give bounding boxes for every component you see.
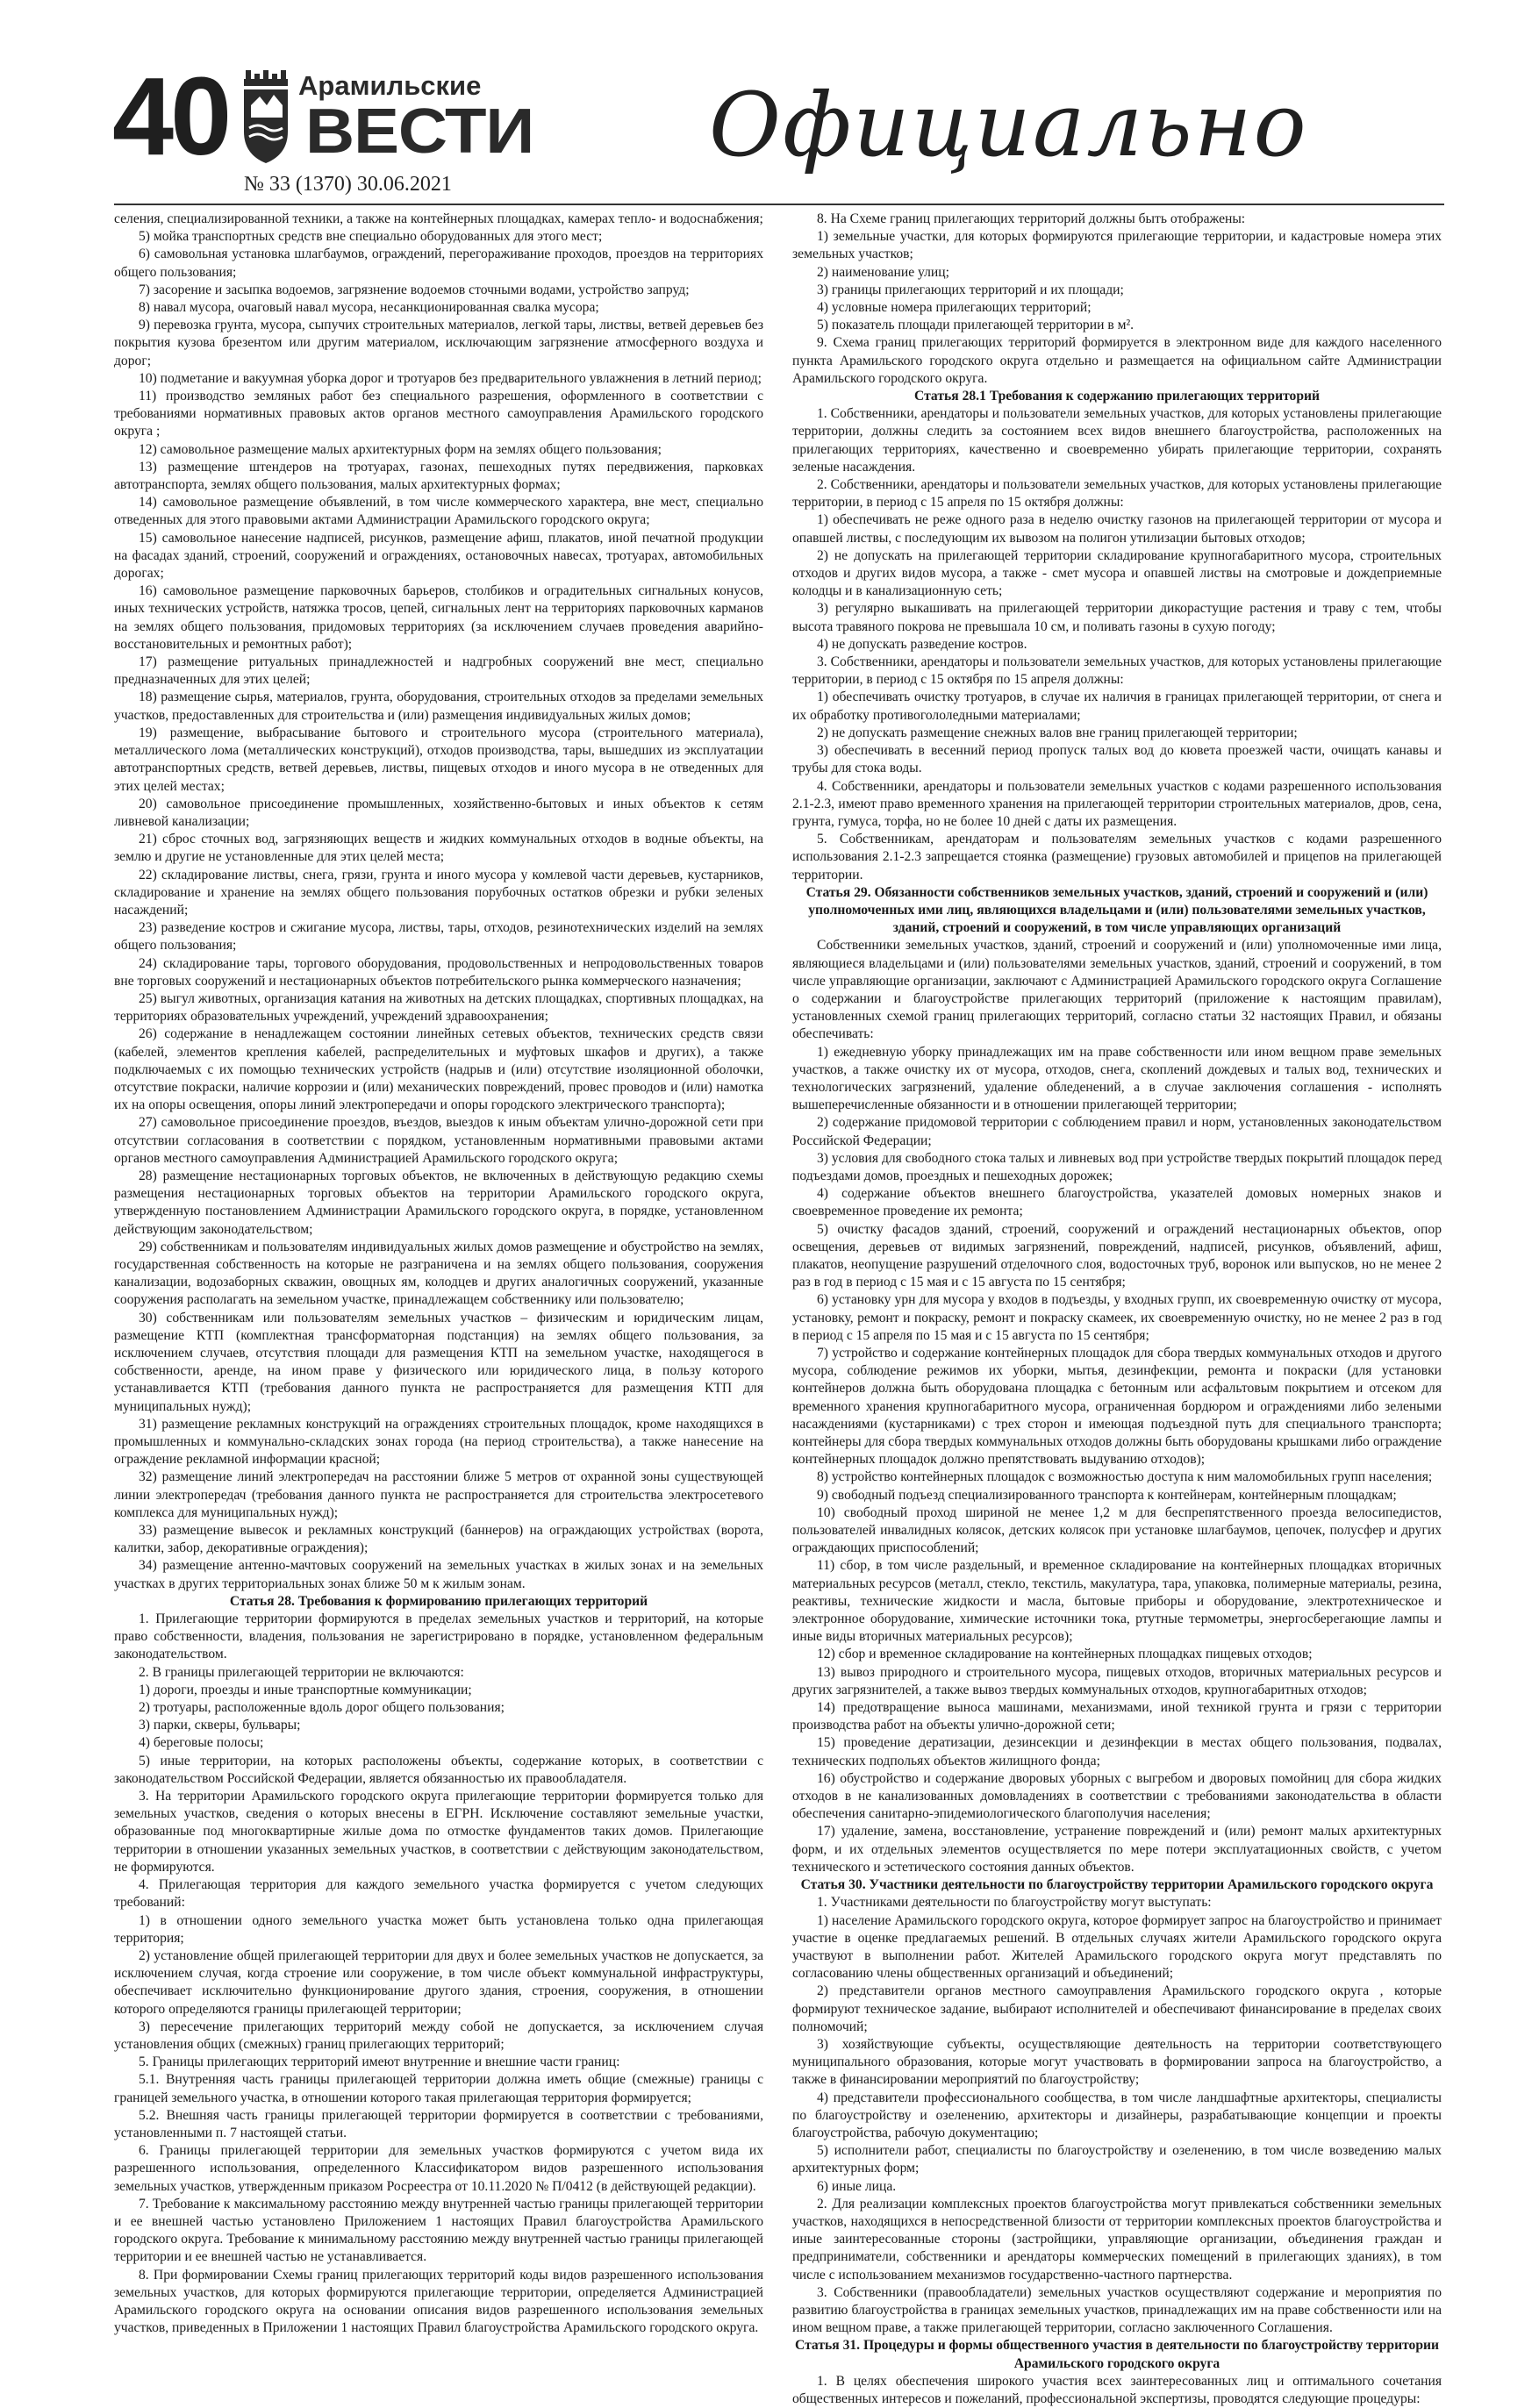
paragraph: 9. Схема границ прилегающих территорий формируется в электронном виде для каждого населенного пункта Арамильского городского округа отдельно и размещается на официальном сайте Администрации Арамильского городского округа. <box>792 335 1442 386</box>
paragraph: 6) самовольная установка шлагбаумов, ограждений, перегораживание проходов, проездов на территориях общего пользования; <box>114 247 763 280</box>
article-heading: Статья 29. Обязанности собственников земельных участков, зданий, строений и сооружений и (или) уполномоченных ими лиц, являющихся владельцами и (или) пользователями земельных участков, зданий, строений и сооружений, в том числе управляющих организаций <box>805 884 1428 936</box>
paragraph: 5) исполнители работ, специалисты по благоустройству и озеленению, в том числе возведению малых архитектурных форм; <box>792 2143 1442 2176</box>
paragraph: 1. Собственники, арендаторы и пользователи земельных участков, для которых установлены прилегающие территории, должны следить за состоянием всех видов внешнего благоустройства, расположенных на прилегающих территориях, качественно и своевременно убирать прилегающие территории, сохранять зеленые насаждения. <box>792 406 1442 475</box>
paragraph: 8) устройство контейнерных площадок с возможностью доступа к ним маломобильных групп населения; <box>817 1469 1433 1485</box>
paragraph: 31) размещение рекламных конструкций на ограждениях строительных площадок, кроме находящихся в промышленных и коммунально-складских зонах города (на период строительства), а также нанесение на ограждение рекламной информации красной; <box>114 1416 763 1468</box>
paragraph: 3. На территории Арамильского городского округа прилегающие территории формируется только для земельных участков, сведения о которых внесены в ЕГРН. Исключение составляют земельные участки, образованные под многоквартирные жилые дома по отмостке фундаментов таких домов. Прилегающие территории в отношении указанных земельных участков, в соответствии с действующим законодательством, не формируются. <box>114 1789 763 1875</box>
paragraph: 25) выгул животных, организация катания на животных на детских площадках, спортивных площадках, на территориях образовательных учреждений, учреждений здравоохранения; <box>114 990 763 1025</box>
paragraph: 5) показатель площади прилегающей территории в м². <box>817 318 1135 333</box>
page-number: 40 <box>112 54 229 178</box>
paragraph: 7) устройство и содержание контейнерных площадок для сбора твердых коммунальных отходов и другого мусора, соблюдение режимов их уборки, мытья, дезинфекции, ремонта и покраски (для установки контейнеров должна быть оборудована площадка с бетонным или асфальтовым покрытием и отсеком для временного хранения крупногабаритного мусора, ограниченная бордюром и ограждениями либо зелеными насаждениями (кустарниками) с трех сторон и имеющая подъездной путь для специального транспорта; контейнеры для сбора твердых коммунальных отходов должны быть оборудованы крышками либо ограждение контейнерных площадок должно препятствовать выдуванию отходов); <box>792 1346 1442 1468</box>
paragraph: 34) размещение антенно-мачтовых сооружений на земельных участках в жилых зонах и на земельных участках в других территориальных зонах ближе 50 м к жилым зонам. <box>114 1558 763 1591</box>
paragraph: 11) производство земляных работ без специального разрешения, оформленного в соответствии с требованиями нормативных правовых актов органов местного самоуправления Арамильского городского округа ; <box>114 389 763 439</box>
paragraph: 4) не допускать разведение костров. <box>817 636 1027 652</box>
paragraph: 17) удаление, замена, восстановление, устранение повреждений и (или) ремонт малых архитектурных форм, и их отдельных элементов осуществляется по мере потери эксплуатационных свойств, с учетом технического и эстетического состояния данных объектов. <box>792 1824 1442 1875</box>
paragraph: 3. Собственники (правообладатели) земельных участков осуществляют содержание и мероприятия по развитию благоустройства в границах земельных участков, принадлежащих им на праве собственности или на ином вещном праве, а также прилегающей территории, согласно заключенного Соглашения. <box>792 2284 1442 2336</box>
paragraph: 1) ежедневную уборку принадлежащих им на праве собственности или ином вещном праве земельных участков, а также очистку их от мусора, отходов, снега, скоплений дождевых и талых вод, технических и технологических загрязнений, удаление обледенений, а в случае заключения соглашения - исполнять вышеперечисленные обязанности и в отношении прилегающей территории; <box>792 1044 1442 1113</box>
paragraph: 18) размещение сырья, материалов, грунта, оборудования, строительных отходов за пределами земельных участков, предоставленных для строительства и (или) размещения индивидуальных жилых домов; <box>114 690 763 723</box>
paragraph: 3) обеспечивать в весенний период пропуск талых вод до кювета проезжей части, очищать канавы и трубы для стока воды. <box>792 743 1442 776</box>
paragraph: 12) сбор и временное складирование на контейнерных площадках пищевых отходов; <box>817 1647 1313 1662</box>
paragraph: 9) перевозка грунта, мусора, сыпучих строительных материалов, легкой тары, листвы, ветвей деревьев без покрытия кузова брезентом или другим материалом, исключающим загрязнение атмосферного воздуха и дорог; <box>114 318 763 368</box>
paragraph: 23) разведение костров и сжигание мусора, листвы, тары, отходов, резинотехнических изделий на землях общего пользования; <box>114 920 763 954</box>
paragraph: 5.2. Внешняя часть границы прилегающей территории формируется в соответствии с требованиями, установленными п. 7 настоящей статьи. <box>114 2107 763 2140</box>
paragraph: 8. При формировании Схемы границ прилегающих территорий коды видов разрешенного использования земельных участков, для которых формируются прилегающие территории, определяется Администрацией Арамильского городского округа на основании описания видов разрешенного использования земельных участков, приведенных в Приложении 1 настоящих Правил благоустройства Арамильского городского округа. <box>114 2267 763 2336</box>
paragraph: 1) обеспечивать не реже одного раза в неделю очистку газонов на прилегающей территории от мусора и опавшей листвы, с последующим их вывозом на полигон утилизации бытовых отходов; <box>792 512 1442 546</box>
paragraph: селения, специализированной техники, а также на контейнерных площадках, камерах тепло- и водоснабжения; <box>114 211 763 226</box>
brand-name-small: Арамильские <box>298 70 482 101</box>
newspaper-logo <box>242 70 558 177</box>
paragraph: 10) подметание и вакуумная уборка дорог и тротуаров без предварительного увлажнения в летний период; <box>139 370 762 386</box>
paragraph: 22) складирование листвы, снега, грязи, грунта и иного мусора у комлевой части деревьев, кустарников, складирование и хранение на землях общего пользования порубочных остатков обрезки и рубки зеленых насаждений; <box>114 867 763 918</box>
paragraph: 4) представители профессионального сообщества, в том числе ландшафтные архитекторы, специалисты по благоустройству и озеленению, архитекторы и дизайнеры, разрабатывающие концепции и проекты благоустройства, рабочую документацию; <box>792 2090 1442 2140</box>
paragraph: 33) размещение вывесок и рекламных конструкций (баннеров) на ограждающих устройствах (ворота, калитки, забор, декоративные ограждения); <box>114 1523 763 1556</box>
paragraph: 2. Для реализации комплексных проектов благоустройства могут привлекаться собственники земельных участков, находящихся в непосредственной близости от территории комплексных проектов благоустройства и иные заинтересованные стороны (застройщики, управляющие организации, объединения граждан и предприниматели, собственники и арендаторы коммерческих помещений в прилегающих зданиях), в том числе с использованием механизмов государственно-частного партнерства. <box>792 2196 1442 2283</box>
paragraph: 16) обустройство и содержание дворовых уборных с выгребом и дворовых помойниц для сбора жидких отходов в не канализованных домовладениях в соответствии с требованиями законодательства в области обеспечения санитарно-эпидемиологического благополучия населения; <box>792 1770 1442 1822</box>
paragraph: 3) пересечение прилегающих территорий между собой не допускается, за исключением случая установления общих (смежных) границ прилегающих территорий; <box>114 2019 763 2052</box>
paragraph: 10) свободный проход шириной не менее 1,2 м для беспрепятственного проезда велосипедистов, пользователей инвалидных колясок, детских колясок при установке шлагбаумов, цепочек, полусфер и других ограждающих приспособлений; <box>792 1504 1442 1556</box>
paragraph: 27) самовольное присоединение проездов, въездов, выездов к иным объектам улично-дорожной сети при отсутствии согласования в соответствии с порядком, установленным нормативными правовыми актами органов местного самоуправления Администрацией Арамильского городского округа; <box>114 1115 763 1166</box>
article-heading: Статья 28.1 Требования к содержанию прилегающих территорий <box>914 389 1320 404</box>
paragraph: 30) собственникам или пользователям земельных участков – физическим и юридическим лицам, размещение КТП (комплектная трансформаторная подстанция) на землях общего пользования, за исключением случаев, отсутствия площади для размещения КТП на земельном участке, находящегося в собственности, аренде, на ином праве у физического или юридического лица, в пользу которого устанавливается КТП (требования данного пункта не распространяется для размещения КТП для муниципальных нужд); <box>114 1310 763 1414</box>
paragraph: 1) в отношении одного земельного участка может быть установлена только одна прилегающая территория; <box>114 1912 763 1946</box>
masthead <box>104 51 1446 209</box>
paragraph: 15) самовольное нанесение надписей, рисунков, размещение афиш, плакатов, иной печатной продукции на фасадах зданий, строений, сооружений и ограждениях, остановочных навесах, тротуарах, автомобильных дорогах; <box>114 530 763 582</box>
paragraph: 2) наименование улиц; <box>817 264 949 280</box>
paragraph: 20) самовольное присоединение промышленных, хозяйственно-бытовых и иных объектов к сетям ливневой канализации; <box>114 796 763 829</box>
paragraph: 2) содержание придомовой территории с соблюдением правил и норм, установленных законодательством Российской Федерации; <box>792 1115 1442 1148</box>
issue-number-date: № 33 (1370) 30.06.2021 <box>244 173 452 196</box>
paragraph: 13) вывоз природного и строительного мусора, пищевых отходов, вторичных материальных ресурсов и других загрязнителей, а также вывоз твердых коммунальных отходов, крупногабаритных отходов; <box>792 1664 1442 1697</box>
paragraph: Собственники земельных участков, зданий, строений и сооружений и (или) уполномоченные ими лица, являющиеся владельцами и (или) пользователями земельных участков, зданий, строений и сооружений, в том числе управляющие организации, заключают с Администрацией Арамильского городского округа Соглашение о содержании и благоустройстве прилегающих территорий (приложение к настоящим правилам), установленных схемой границ прилегающих территорий, согласно статьи 32 настоящих Правил, и обязаны обеспечивать: <box>792 938 1442 1042</box>
paragraph: 21) сброс сточных вод, загрязняющих веществ и жидких коммунальных отходов в водные объекты, на землю и другие не установленные для этих целей места; <box>114 832 763 865</box>
paragraph: 6) установку урн для мусора у входов в подъезды, у входных групп, их своевременную очистку от мусора, установку, ремонт и покраску, ремонт и покраску скамеек, их своевременную очистку, но не менее 2 раз в год в период с 15 апреля по 15 мая и с 15 августа по 15 сентября; <box>792 1292 1442 1343</box>
paragraph: 9) свободный подъезд специализированного транспорта к контейнерам, контейнерным площадкам; <box>817 1487 1397 1503</box>
paragraph: 3) парки, скверы, бульвары; <box>139 1718 301 1733</box>
paragraph: 5) мойка транспортных средств вне специально оборудованных для этого мест; <box>139 229 603 245</box>
paragraph: 2) представители органов местного самоуправления Арамильского городского округа , которые формируют техническое задание, выбирают исполнителей и обеспечивают финансирование в пределах своих полномочий; <box>792 1983 1442 2034</box>
paragraph: 19) размещение, выбрасывание бытового и строительного мусора (строительного материала), металлического лома (металлических конструкций), отходов производства, тары, вышедших из эксплуатации автотранспортных средств, ветвей деревьев, листвы, пищевых отходов и иного мусора в не отведенных для этих целей местах; <box>114 725 763 794</box>
left-text-column <box>114 211 763 2336</box>
paragraph: 15) проведение дератизации, дезинсекции и дезинфекции в местах общего пользования, подвалах, технических подпольях объектов жилищного фонда; <box>792 1735 1442 1768</box>
paragraph: 2. Собственники, арендаторы и пользователи земельных участков, для которых установлены прилегающие территории, в период с 15 апреля по 15 октября должны: <box>792 477 1442 511</box>
paragraph: 3) регулярно выкашивать на прилегающей территории дикорастущие растения и траву с тем, чтобы высота травяного покрова не превышала 10 см, и поливать газоны в сухую погоду; <box>792 601 1442 634</box>
paragraph: 13) размещение штендеров на тротуарах, газонах, пешеходных путях передвижения, парковках автотранспорта, землях общего пользования, малых архитектурных формах; <box>114 459 763 493</box>
paragraph: 14) самовольное размещение объявлений, в том числе коммерческого характера, вне мест, специально отведенных для этого правовыми актами Администрации Арамильского городского округа; <box>114 495 763 528</box>
paragraph: 1) население Арамильского городского округа, которое формирует запрос на благоустройство и принимает участие в оценке предлагаемых решений. В отдельных случаях жители Арамильского городского округа участвуют в выполнении работ. Жителей Арамильского городского округа могут представлять по согласованию члены общественных организаций и объединений; <box>792 1912 1442 1982</box>
paragraph: 5. Собственникам, арендаторам и пользователям земельных участков с кодами разрешенного использования 2.1-2.3 запрещается стоянка (размещение) грузовых автомобилей и прицепов на прилегающей территории. <box>792 832 1442 882</box>
paragraph: 14) предотвращение выноса машинами, механизмами, иной техникой грунта и грязи с территории производства работ на объекты улично-дорожной сети; <box>792 1700 1442 1733</box>
brand-name-large: ВЕСТИ <box>305 96 534 167</box>
paragraph: 5) иные территории, на которых расположены объекты, содержание которых, в соответствии с законодательством Российской Федерации, является обязанностью их правообладателя. <box>114 1753 763 1786</box>
paragraph: 5. Границы прилегающих территорий имеют внутренние и внешние части границ: <box>139 2054 620 2070</box>
paragraph: 24) складирование тары, торгового оборудования, продовольственных и непродовольственных товаров вне торговых сооружений и нестационарных объектов потребительского рынка коммерческого назначения; <box>114 955 763 989</box>
paragraph: 8. На Схеме границ прилегающих территорий должны быть отображены: <box>817 211 1246 226</box>
paragraph: 1. Участниками деятельности по благоустройству могут выступать: <box>817 1895 1212 1911</box>
paragraph: 4. Собственники, арендаторы и пользователи земельных участков с кодами разрешенного использования 2.1-2.3, имеют право временного хранения на прилегающей территории строительных материалов, дров, сена, грунта, гумуса, торфа, но не более 10 дней с даты их размещения. <box>792 778 1442 829</box>
paragraph: 7) засорение и засыпка водоемов, загрязнение водоемов сточными водами, устройство запруд; <box>139 282 690 297</box>
paragraph: 2. В границы прилегающей территории не включаются: <box>139 1664 464 1680</box>
paragraph: 1) дороги, проезды и иные транспортные коммуникации; <box>139 1682 472 1697</box>
paragraph: 12) самовольное размещение малых архитектурных форм на землях общего пользования; <box>139 441 662 457</box>
paragraph: 8) навал мусора, очаговый навал мусора, несанкционированная свалка мусора; <box>139 300 599 316</box>
paragraph: 4) содержание объектов внешнего благоустройства, указателей домовых номерных знаков и своевременное проведение их ремонта; <box>792 1186 1442 1219</box>
paragraph: 32) размещение линий электропередач на расстоянии ближе 5 метров от охранной зоны существующей линии электропередач (требования данного пункта не распространяется для строительства электросетевого комплекса для муниципальных нужд); <box>114 1469 763 1520</box>
paragraph: 3) хозяйствующие субъекты, осуществляющие деятельность на территории соответствующего муниципального образования, которые могут участвовать в формировании запроса на благоустройство, а также в финансировании мероприятий по благоустройству; <box>792 2036 1442 2088</box>
paragraph: 7. Требование к максимальному расстоянию между внутренней частью границы прилегающей территории и ее внешней частью установлено Приложением 1 настоящих Правил благоустройства Арамильского городского округа. Требование к минимальному расстоянию между внутренней частью границы прилегающей территории и ее внешней частью не устанавливается. <box>114 2196 763 2265</box>
paragraph: 2) тротуары, расположенные вдоль дорог общего пользования; <box>139 1700 505 1716</box>
city-crest-icon <box>242 70 300 167</box>
paragraph: 17) размещение ритуальных принадлежностей и надгробных сооружений вне мест, специально предназначенных для этих целей; <box>114 654 763 688</box>
paragraph: 1) земельные участки, для которых формируются прилегающие территории, и кадастровые номера этих земельных участков; <box>792 229 1442 262</box>
paragraph: 6. Границы прилегающей территории для земельных участков формируются с учетом вида их разрешенного использования, определенного Классификатором видов разрешенного использования земельных участков, утвержденным приказом Росреестра от 10.11.2020 № П/0412 (в действующей редакции). <box>114 2143 763 2194</box>
paragraph: 3) границы прилегающих территорий и их площади; <box>817 282 1124 297</box>
paragraph: 1) обеспечивать очистку тротуаров, в случае их наличия в границах прилегающей территории, от снега и их обработку противогололедными материалами; <box>792 690 1442 723</box>
paragraph: 3. Собственники, арендаторы и пользователи земельных участков, для которых установлены прилегающие территории, в период с 15 октября по 15 апреля должны: <box>792 654 1442 688</box>
article-heading: Статья 31. Процедуры и формы общественного участия в деятельности по благоустройству территории Арамильского городского округа <box>795 2338 1439 2371</box>
paragraph: 2) установление общей прилегающей территории для двух и более земельных участков не допускается, за исключением случая, когда строение или сооружение, в том числе объект коммунальной инфраструктуры, обеспечивает исключительно функционирование другого здания, строения, сооружения, в отношении которого определяются границы прилегающей территории; <box>114 1947 763 2017</box>
paragraph: 1. Прилегающие территории формируются в пределах земельных участков и территорий, на которые право собственности, владения, пользования не зарегистрировано в порядке, установленном федеральным законодательством. <box>114 1611 763 1662</box>
paragraph: 26) содержание в ненадлежащем состоянии линейных сетевых объектов, технических средств связи (кабелей, элементов крепления кабелей, распределительных и муфтовых шкафов и других), а также подключаемых с их помощью технических устройств (надрыв и (или) отсутствие изоляционной оболочки, отсутствие покраски, наличие коррозии и (или) механических повреждений, провес проводов и (или) намотка их на опоры освещения, опоры линий электропередачи и опоры городского электрического транспорта); <box>114 1026 763 1113</box>
article-heading: Статья 30. Участники деятельности по благоустройству территории Арамильского городского округа <box>800 1877 1434 1893</box>
paragraph: 2) не допускать размещение снежных валов вне границ прилегающей территории; <box>817 725 1298 740</box>
paragraph: 5.1. Внутренняя часть границы прилегающей территории должна иметь общие (смежные) границы с границей земельного участка, в отношении которого такая прилегающая территория формируется; <box>114 2072 763 2105</box>
section-title: Официально <box>709 74 1308 176</box>
header-divider <box>114 204 1444 205</box>
paragraph: 16) самовольное размещение парковочных барьеров, столбиков и оградительных сигнальных конусов, иных технических устройств, натяжка тросов, цепей, сигнальных лент на территориях парковочных карманов на землях общего пользования, придомовых территориях (за исключением случаев проведения аварийно-восстановительных и ремонтных работ); <box>114 583 763 652</box>
paragraph: 1. В целях обеспечения широкого участия всех заинтересованных лиц и оптимального сочетания общественных интересов и пожеланий, профессиональной экспертизы, проводятся следующие процедуры: <box>792 2373 1442 2406</box>
paragraph: 28) размещение нестационарных торговых объектов, не включенных в действующую редакцию схемы размещения нестационарных торговых объектов на территории Арамильского городского округа, утвержденную постановлением Администрации Арамильского городского округа, в порядке, установленном действующим законодательством; <box>114 1168 763 1237</box>
paragraph: 2) не допускать на прилегающей территории складирование крупногабаритного мусора, строительных отходов и других видов мусора, а также - смет мусора и опавшей листвы на смотровые и дождеприемные колодцы и в канализационную сеть; <box>792 547 1442 599</box>
paragraph: 5) очистку фасадов зданий, строений, сооружений и ограждений нестационарных объектов, опор освещения, деревьев от видимых загрязнений, повреждений, надписей, рисунков, объявлений, афиш, плакатов, неопущение разрушений отделочного слоя, водосточных труб, воронок или выпусков, но не менее 2 раз в год в период с 15 мая и с 15 августа по 15 сентября; <box>792 1221 1442 1290</box>
paragraph: 6) иные лица. <box>817 2178 897 2194</box>
paragraph: 3) условия для свободного стока талых и ливневых вод при устройстве твердых покрытий площадок перед подъездами домов, проездных и пешеходных дорожек; <box>792 1150 1442 1183</box>
paragraph: 11) сбор, в том числе раздельный, и временное складирование на контейнерных площадках вторичных материальных ресурсов (металл, стекло, текстиль, макулатура, тара, упаковка, полимерные материалы, резина, реактивы, технические жидкости и масла, бытовые приборы и оборудование, электротехническое и электронное оборудование, химические источники тока, ртутные термометры, энергосберегающие лампы и иные виды вторичных материальных ресурсов); <box>792 1558 1442 1645</box>
right-text-column <box>792 211 1442 2406</box>
paragraph: 4) условные номера прилегающих территорий; <box>817 300 1092 316</box>
paragraph: 29) собственникам и пользователям индивидуальных жилых домов размещение и обустройство на землях, государственная собственность на которые не разграничена и на землях общего пользования, сооружения канализации, водозаборных скважин, овощных ям, колодцев и других аналогичных сооружений, указанные сооружения располагать на земельном участке, принадлежащем собственнику или пользователю; <box>114 1239 763 1308</box>
paragraph: 4) береговые полосы; <box>139 1735 264 1751</box>
paragraph: 4. Прилегающая территория для каждого земельного участка формируется с учетом следующих требований: <box>114 1877 763 1911</box>
article-heading: Статья 28. Требования к формированию прилегающих территорий <box>229 1593 648 1609</box>
